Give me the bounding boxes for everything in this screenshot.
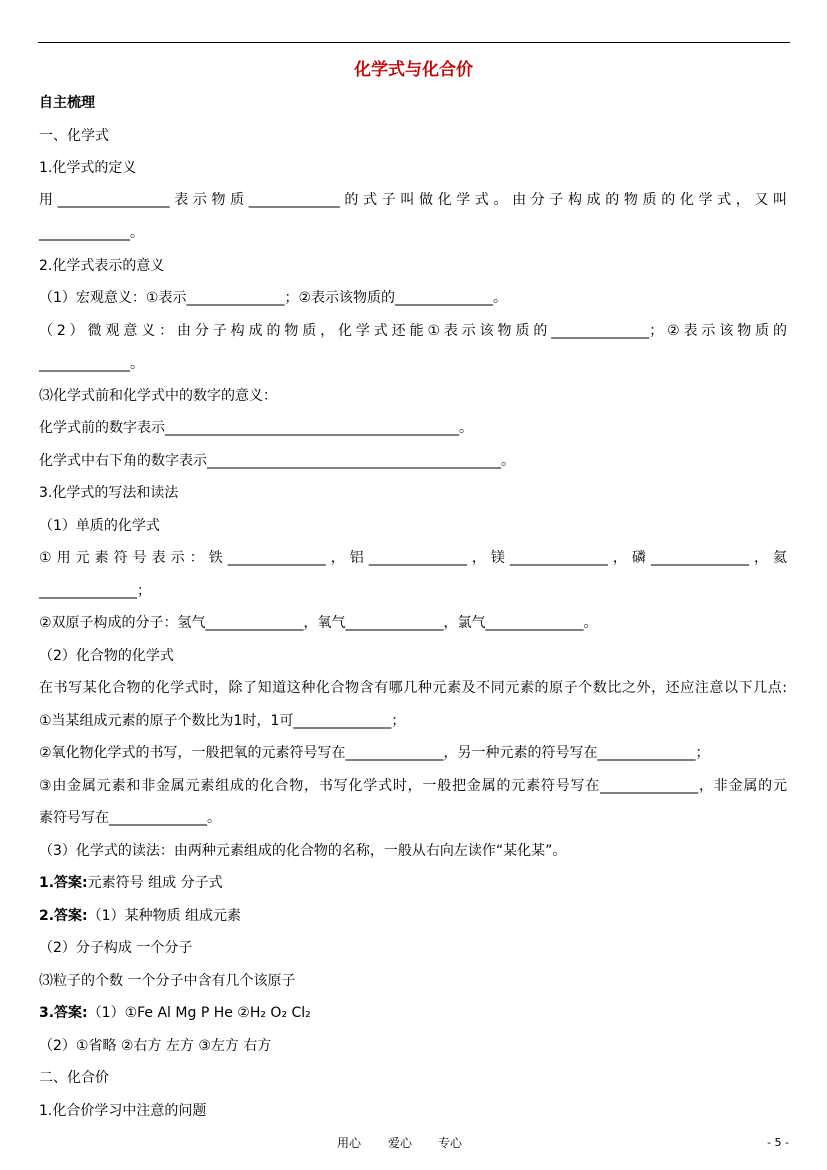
line-text: 自主梳理 — [39, 95, 95, 111]
text-line — [39, 386, 277, 406]
text-line — [39, 873, 223, 893]
answer-label: 2.答案: — [39, 908, 88, 924]
text-line — [39, 516, 160, 536]
text-line — [39, 711, 405, 731]
text-line — [39, 1101, 206, 1121]
answer-label: 1.答案: — [39, 875, 88, 891]
text-line — [39, 418, 473, 438]
line-text: 二、化合价 — [39, 1070, 109, 1086]
line-text: ①当某组成元素的原子个数比为1时，1可______________； — [39, 713, 406, 729]
line-text: 1.化学式的定义 — [39, 160, 137, 176]
line-text: 一、化学式 — [39, 128, 109, 144]
line-text: （1）宏观意义：①表示______________；②表示该物质的______________。 — [39, 290, 508, 306]
text-line — [39, 1036, 271, 1056]
text-line — [39, 646, 174, 666]
footer-text-1: 用心 — [337, 1136, 362, 1150]
line-text: 化学式前的数字表示__________________________________________。 — [39, 420, 473, 436]
line-text: 素符号写在______________。 — [39, 810, 221, 826]
text-line — [39, 93, 95, 113]
line-text: 元素符号 组成 分子式 — [87, 875, 223, 891]
line-text: （3）化学式的读法：由两种元素组成的化合物的名称，一般从右向左读作“某化某”。 — [39, 843, 567, 859]
text-line — [39, 678, 787, 698]
text-line — [39, 743, 710, 763]
page-number: - 5 - — [767, 1136, 789, 1149]
line-text: ⑶粒子的个数 一个分子中含有几个该原子 — [39, 973, 296, 989]
text-line — [39, 938, 192, 958]
line-text: 用________________表示物质_____________的式子叫做化学式。由分子构成的物质的化学式，又叫 — [39, 192, 787, 208]
text-line — [39, 256, 164, 276]
line-text: （2）微观意义：由分子构成的物质，化学式还能①表示该物质的______________；②表示该物质的 — [39, 323, 787, 339]
line-text: （1）①Fe Al Mg P He ②H₂ O₂ Cl₂ — [87, 1005, 311, 1021]
line-text: ③由金属元素和非金属元素组成的化合物，书写化学式时，一般把金属的元素符号写在______________，非金属的元 — [39, 778, 787, 794]
text-line — [39, 776, 787, 796]
line-text: 3.化学式的写法和读法 — [39, 485, 179, 501]
text-line — [39, 548, 787, 568]
text-line — [39, 906, 241, 926]
line-text: （2）分子构成 一个分子 — [39, 940, 193, 956]
page-title: 化学式与化合价 — [354, 60, 473, 80]
footer-text-3: 专心 — [438, 1136, 463, 1150]
line-text: 化学式中右下角的数字表示__________________________________________。 — [39, 453, 515, 469]
header-rule — [38, 42, 790, 43]
footer-text-2: 爱心 — [388, 1136, 413, 1150]
text-line — [39, 288, 507, 308]
answer-label: 3.答案: — [39, 1005, 88, 1021]
text-line — [39, 223, 144, 243]
line-text: ⑶化学式前和化学式中的数字的意义： — [39, 388, 277, 404]
text-line — [39, 190, 787, 210]
line-text: （1）单质的化学式 — [39, 518, 160, 534]
text-line — [39, 841, 566, 861]
line-text: ______________； — [39, 583, 151, 599]
line-text: _____________。 — [39, 356, 144, 372]
line-text: ②氧化物化学式的书写，一般把氧的元素符号写在______________，另一种元素的符号写在______________； — [39, 745, 710, 761]
line-text: （1）某种物质 组成元素 — [87, 908, 242, 924]
line-text: _____________。 — [39, 225, 144, 241]
line-text: ②双原子构成的分子：氢气______________，氧气______________，氯气______________。 — [39, 615, 598, 631]
line-text: （2）①省略 ②右方 左方 ③左方 右方 — [39, 1038, 272, 1054]
text-line — [39, 126, 109, 146]
line-text: 2.化学式表示的意义 — [39, 258, 165, 274]
text-line — [39, 354, 144, 374]
text-line — [39, 1068, 109, 1088]
line-text: 1.化合价学习中注意的问题 — [39, 1103, 207, 1119]
text-line — [39, 158, 136, 178]
line-text: ①用元素符号表示：铁______________，铝______________，镁______________，磷______________，氦 — [39, 550, 787, 566]
text-line — [39, 321, 787, 341]
text-line — [39, 971, 295, 991]
line-text: 在书写某化合物的化学式时，除了知道这种化合物含有哪几种元素及不同元素的原子个数比之外，还应注意以下几点: — [39, 680, 787, 696]
text-line — [39, 613, 598, 633]
text-line — [39, 451, 515, 471]
text-line — [39, 808, 221, 828]
line-text: （2）化合物的化学式 — [39, 648, 174, 664]
text-line — [39, 1003, 311, 1023]
text-line — [39, 581, 151, 601]
text-line — [39, 483, 178, 503]
